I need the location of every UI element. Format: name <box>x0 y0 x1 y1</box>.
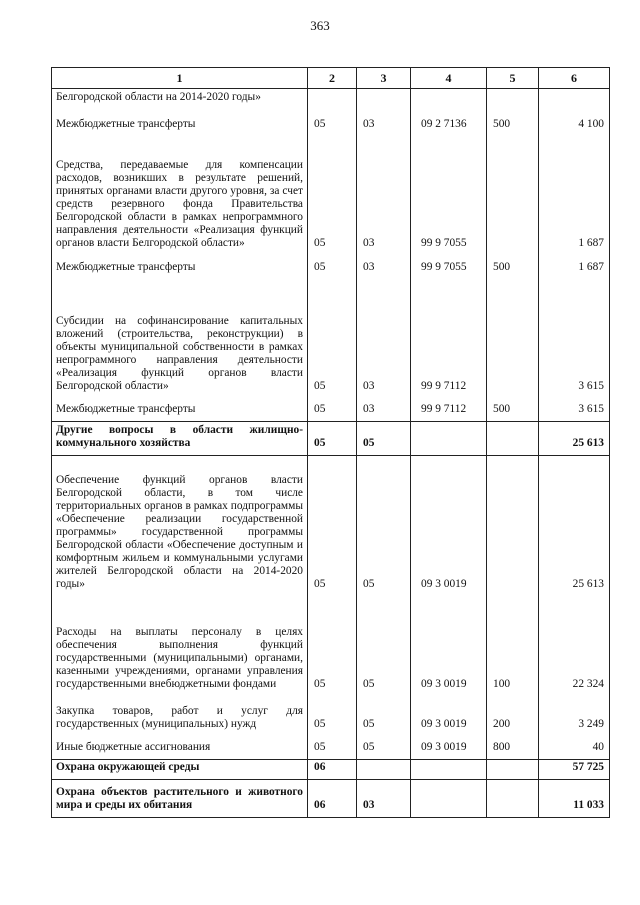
row-subsection: 05 <box>357 456 411 596</box>
row-section: 05 <box>308 736 357 760</box>
page-number: 363 <box>310 18 330 33</box>
table-row <box>52 696 610 736</box>
row-target-article <box>411 422 487 456</box>
row-name: Другие вопросы в области жилищно-коммунального хозяйства <box>52 422 308 456</box>
table-row <box>52 596 610 696</box>
row-amount: 11 033 <box>539 780 610 818</box>
row-expense-type <box>487 456 539 596</box>
row-target-article <box>411 780 487 818</box>
row-expense-type <box>487 760 539 780</box>
row-target-article: 99 9 7112 <box>411 279 487 398</box>
row-target-article: 09 3 0019 <box>411 696 487 736</box>
row-target-article: 09 3 0019 <box>411 456 487 596</box>
row-target-article: 09 3 0019 <box>411 736 487 760</box>
row-subsection: 03 <box>357 109 411 136</box>
row-target-article: 09 2 7136 <box>411 109 487 136</box>
row-name: Субсидии на софинансирование капитальных вложений (строительства, реконструкции) в объекты муниципальной собственности в рамках непрограммного направления деятельности «Реализация функций органов власти Белгородской области» <box>52 279 308 398</box>
row-name: Иные бюджетные ассигнования <box>52 736 308 760</box>
row-section: 05 <box>308 279 357 398</box>
row-section <box>308 89 357 109</box>
row-subsection: 03 <box>357 255 411 279</box>
row-expense-type: 200 <box>487 696 539 736</box>
header-cell-section: 2 <box>308 68 357 89</box>
row-target-article <box>411 89 487 109</box>
row-amount: 1 687 <box>539 136 610 255</box>
table-row <box>52 456 610 596</box>
row-name: Межбюджетные трансферты <box>52 255 308 279</box>
row-target-article: 99 9 7112 <box>411 398 487 422</box>
row-amount: 3 615 <box>539 398 610 422</box>
row-target-article <box>411 760 487 780</box>
row-target-article: 09 3 0019 <box>411 596 487 696</box>
header-cell-amount: 6 <box>539 68 610 89</box>
row-expense-type <box>487 422 539 456</box>
table-row <box>52 736 610 760</box>
row-expense-type <box>487 89 539 109</box>
row-subsection: 05 <box>357 696 411 736</box>
header-cell-expense-type: 5 <box>487 68 539 89</box>
row-expense-type: 100 <box>487 596 539 696</box>
table-row <box>52 780 610 818</box>
row-section: 05 <box>308 109 357 136</box>
row-amount: 25 613 <box>539 456 610 596</box>
header-cell-target-article: 4 <box>411 68 487 89</box>
row-name: Межбюджетные трансферты <box>52 109 308 136</box>
table-body <box>52 89 610 818</box>
row-name: Межбюджетные трансферты <box>52 398 308 422</box>
header-cell-subsection: 3 <box>357 68 411 89</box>
table-row <box>52 109 610 136</box>
header-row <box>52 68 610 89</box>
table-row <box>52 422 610 456</box>
table-row <box>52 279 610 398</box>
row-section: 05 <box>308 696 357 736</box>
row-amount: 40 <box>539 736 610 760</box>
row-amount <box>539 89 610 109</box>
row-name: Охрана окружающей среды <box>52 760 308 780</box>
row-expense-type: 500 <box>487 398 539 422</box>
table-row <box>52 398 610 422</box>
row-amount: 22 324 <box>539 596 610 696</box>
row-expense-type: 500 <box>487 109 539 136</box>
row-target-article: 99 9 7055 <box>411 136 487 255</box>
row-expense-type <box>487 780 539 818</box>
row-expense-type: 500 <box>487 255 539 279</box>
row-name: Охрана объектов растительного и животного мира и среды их обитания <box>52 780 308 818</box>
table-row <box>52 89 610 109</box>
row-name: Средства, передаваемые для компенсации расходов, возникших в результате решений, принятых органами власти другого уровня, за счет средств резервного фонда Правительства Белгородской области в рамках непрограммного направления деятельности «Реализация функций органов власти Белгородской области» <box>52 136 308 255</box>
row-subsection: 05 <box>357 422 411 456</box>
row-subsection: 05 <box>357 736 411 760</box>
row-subsection: 03 <box>357 398 411 422</box>
row-subsection: 05 <box>357 596 411 696</box>
row-expense-type <box>487 279 539 398</box>
row-amount: 4 100 <box>539 109 610 136</box>
row-name: Обеспечение функций органов власти Белгородской области, в том числе территориальных органов в рамках подпрограммы «Обеспечение реализации государственной программы» государственной программы Белгородской области «Обеспечение доступным и комфортным жильем и коммунальными услугами жителей Белгородской области на 2014-2020 годы» <box>52 456 308 596</box>
table-row <box>52 760 610 780</box>
row-section: 05 <box>308 422 357 456</box>
row-section: 05 <box>308 255 357 279</box>
row-expense-type: 800 <box>487 736 539 760</box>
table-row <box>52 136 610 255</box>
row-section: 05 <box>308 456 357 596</box>
row-name: Закупка товаров, работ и услуг для государственных (муниципальных) нужд <box>52 696 308 736</box>
row-amount: 25 613 <box>539 422 610 456</box>
header-cell-name: 1 <box>52 68 308 89</box>
row-section: 05 <box>308 136 357 255</box>
row-amount: 57 725 <box>539 760 610 780</box>
row-section: 05 <box>308 596 357 696</box>
row-amount: 3 615 <box>539 279 610 398</box>
row-subsection: 03 <box>357 136 411 255</box>
budget-table <box>51 67 610 818</box>
row-amount: 1 687 <box>539 255 610 279</box>
row-subsection: 03 <box>357 780 411 818</box>
table-row <box>52 255 610 279</box>
row-target-article: 99 9 7055 <box>411 255 487 279</box>
row-subsection <box>357 89 411 109</box>
row-subsection <box>357 760 411 780</box>
row-name: Белгородской области на 2014-2020 годы» <box>52 89 308 109</box>
row-amount: 3 249 <box>539 696 610 736</box>
row-subsection: 03 <box>357 279 411 398</box>
row-section: 05 <box>308 398 357 422</box>
row-section: 06 <box>308 760 357 780</box>
row-name: Расходы на выплаты персоналу в целях обеспечения выполнения функций государственными (муниципальными) органами, казенными учреждениями, органами управления государственными внебюджетными фондами <box>52 596 308 696</box>
row-section: 06 <box>308 780 357 818</box>
row-expense-type <box>487 136 539 255</box>
